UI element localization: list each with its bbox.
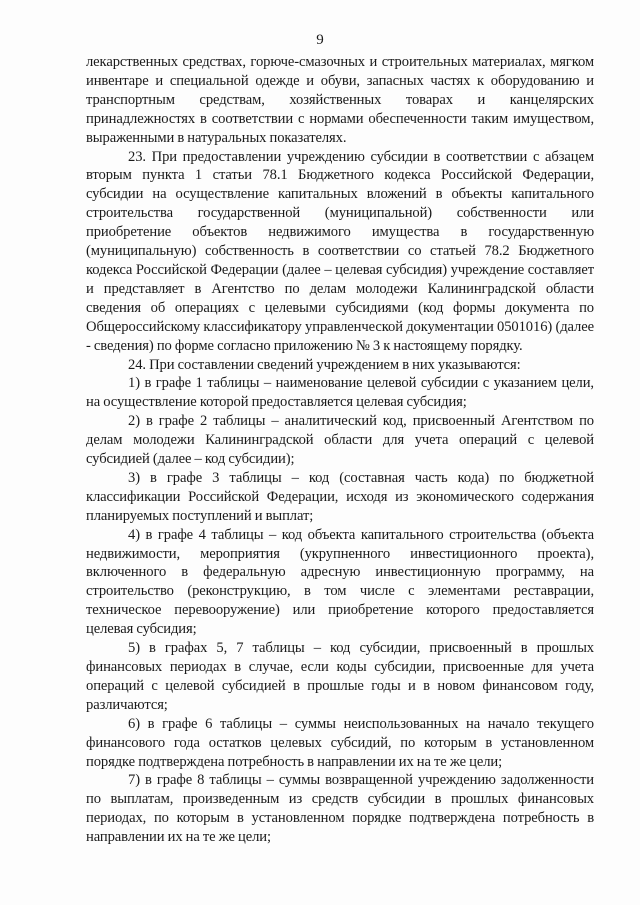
page-number: 9 — [316, 32, 324, 48]
paragraph: 23. При предоставлении учреждению субсидии в соответствии с абзацем вторым пункта 1 статьи 78.1 Бюджетного кодекса Российской Федерации, субсидии на осуществление капитальных вложений в объекты капитального строительства государственной (муниципальной) собственности или приобретение объектов недвижимого имущества в государственную (муниципальную) собственность в соответствии со статьей 78.2 Бюджетного кодекса Российской Федерации (далее – целевая субсидия) учреждение составляет и представляет в Агентство по делам молодежи Калининградской области сведения об операциях с целевыми субсидиями (код формы документа по Общероссийскому классификатору управленческой документации 0501016) (далее - сведения) по форме согласно приложению № 3 к настоящему порядку. — [86, 148, 594, 354]
paragraph: 6) в графе 6 таблицы – суммы неиспользованных на начало текущего финансового года остатков целевых субсидий, по которым в установленном порядке подтверждена потребность в направлении их на те же цели; — [86, 715, 594, 770]
paragraph: лекарственных средствах, горюче-смазочных и строительных материалах, мягком инвентаре и специальной одежде и обуви, запасных частях к оборудованию и транспортным средствам, хозяйственных товарах и канцелярских принадлежностях в соответствии с нормами обеспеченности таким имуществом, выраженными в натуральных показателях. — [86, 54, 594, 146]
paragraph: 24. При составлении сведений учреждением в них указываются: — [128, 356, 521, 373]
paragraph: 2) в графе 2 таблицы – аналитический код, присвоенный Агентством по делам молодежи Калининградской области для учета операций с целевой субсидией (далее – код субсидии); — [86, 413, 594, 468]
paragraph: 3) в графе 3 таблицы – код (составная часть кода) по бюджетной классификации Российской Федерации, исходя из экономического содержания планируемых поступлений и выплат; — [86, 469, 594, 524]
document-body — [86, 53, 594, 847]
paragraph: 7) в графе 8 таблицы – суммы возвращенной учреждению задолженности по выплатам, произведенным из средств субсидии в прошлых финансовых периодах, по которым в установленном порядке подтверждена потребность в направлении их на те же цели; — [86, 772, 594, 846]
paragraph: 1) в графе 1 таблицы – наименование целевой субсидии с указанием цели, на осуществление которой предоставляется целевая субсидия; — [86, 375, 594, 411]
paragraph: 5) в графах 5, 7 таблицы – код субсидии, присвоенный в прошлых финансовых периодах в случае, если коды субсидии, присвоенные для учета операций с целевой субсидией в прошлые годы и в новом финансовом году, различаются; — [86, 640, 594, 713]
paragraph: 4) в графе 4 таблицы – код объекта капитального строительства (объекта недвижимости, мероприятия (укрупненного инвестиционного проекта), включенного в федеральную адресную инвестиционную программу, на строительство (реконструкцию, в том числе с элементами реставрации, техническое перевооружение) или приобретение которого предоставляется целевая субсидия; — [86, 526, 594, 638]
